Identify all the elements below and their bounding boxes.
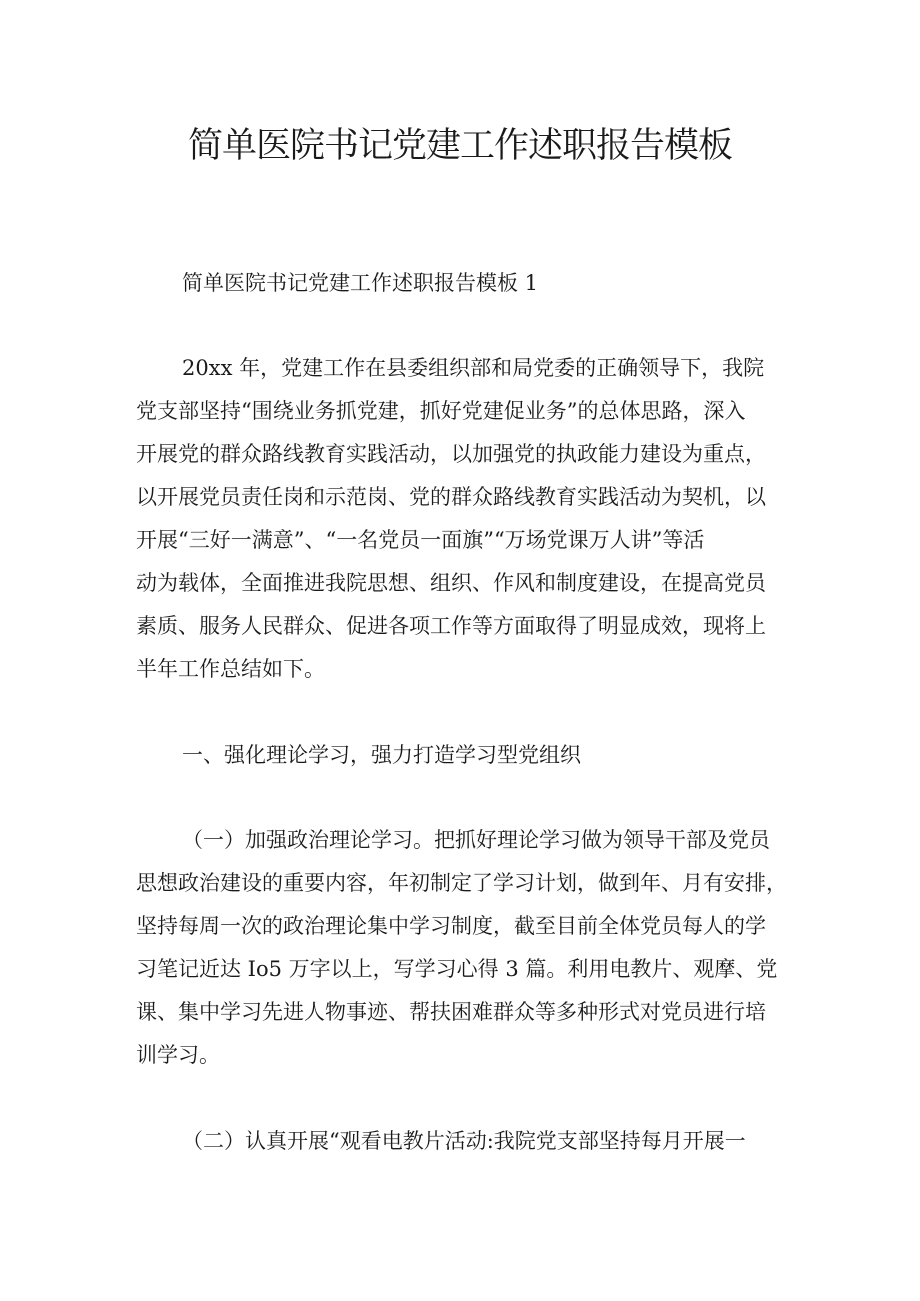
paragraph-line: 开展党的群众路线教育实践活动，以加强党的执政能力建设为重点，	[136, 442, 766, 466]
paragraph-line: 课、集中学习先进人物事迹、帮扶困难群众等多种形式对党员进行培	[136, 1000, 766, 1024]
paragraph-line: 习笔记近达 Io5 万字以上，写学习心得 3 篇。利用电教片、观摩、党	[136, 957, 778, 981]
paragraph-line: 动为载体，全面推进我院思想、组织、作风和制度建设，在提高党员	[136, 571, 766, 595]
paragraph-line: （二）认真开展“观看电教片活动:我院党支部坚持每月开展一	[182, 1129, 746, 1153]
document-subtitle: 简单医院书记党建工作述职报告模板 1	[182, 271, 539, 295]
paragraph-line: 20xx 年，党建工作在县委组织部和局党委的正确领导下，我院	[182, 356, 765, 380]
paragraph-line: 半年工作总结如下。	[136, 657, 325, 681]
paragraph-line: 训学习。	[136, 1043, 220, 1067]
paragraph-line: 开展“三好一满意”、“一名党员一面旗”“万场党课万人讲”等活	[136, 528, 705, 552]
paragraph-line: 思想政治建设的重要内容，年初制定了学习计划，做到年、月有安排，	[136, 871, 787, 895]
paragraph-line: （一）加强政治理论学习。把抓好理论学习做为领导干部及党员	[182, 828, 770, 852]
paragraph-line: 党支部坚持“围绕业务抓党建，抓好党建促业务”的总体思路，深入	[136, 399, 746, 423]
paragraph-line: 坚持每周一次的政治理论集中学习制度，截至目前全体党员每人的学	[136, 914, 766, 938]
paragraph-line: 以开展党员责任岗和示范岗、党的群众路线教育实践活动为契机，以	[136, 485, 766, 509]
section-heading: 一、强化理论学习，强力打造学习型党组织	[182, 743, 581, 767]
document-title: 简单医院书记党建工作述职报告模板	[187, 126, 732, 166]
paragraph-line: 素质、服务人民群众、促进各项工作等方面取得了明显成效，现将上	[136, 614, 766, 638]
